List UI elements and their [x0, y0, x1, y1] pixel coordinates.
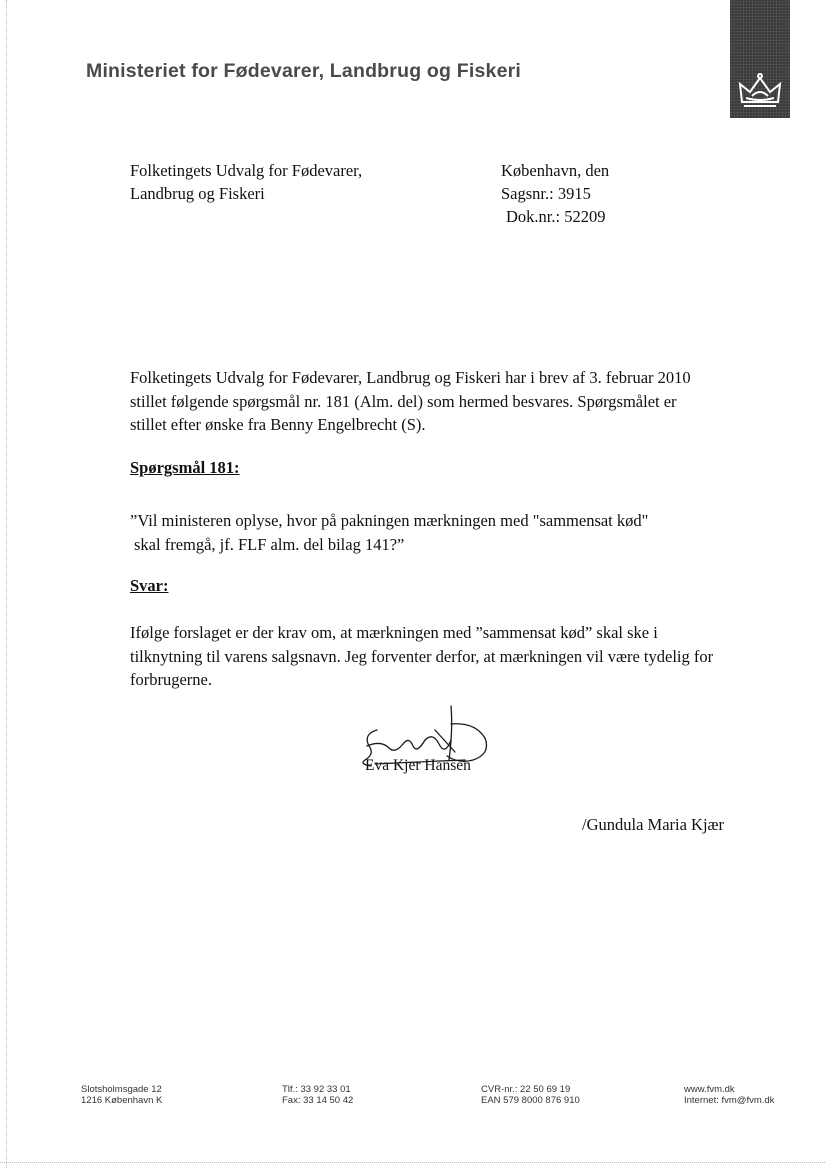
- recipient-address: [130, 159, 362, 205]
- answer-heading: Svar:: [130, 576, 169, 595]
- footer-email: Internet: fvm@fvm.dk: [684, 1095, 775, 1106]
- question-line: skal fremgå, jf. FLF alm. del bilag 141?”: [134, 535, 405, 554]
- ministry-header: Ministeriet for Fødevarer, Landbrug og Fiskeri: [86, 60, 522, 82]
- intro-line: stillet efter ønske fra Benny Engelbrecht (S).: [130, 415, 426, 434]
- document-number: Dok.nr.: 52209: [506, 207, 606, 226]
- question-text: [130, 509, 648, 557]
- intro-paragraph: [130, 366, 720, 437]
- reference-block: [501, 159, 609, 228]
- footer-ean: EAN 579 8000 876 910: [481, 1095, 580, 1106]
- footer-street: Slotsholmsgade 12: [81, 1084, 162, 1095]
- recipient-line: Folketingets Udvalg for Fødevarer,: [130, 161, 363, 180]
- answer-line: tilknytning til varens salgsnavn. Jeg forventer derfor, at mærkningen vil være tydelig for: [130, 646, 714, 666]
- intro-line: stillet følgende spørgsmål nr. 181 (Alm. del) som hermed besvares. Spørgsmålet er: [130, 391, 677, 411]
- intro-line: Folketingets Udvalg for Fødevarer, Landbrug og Fiskeri har i brev af 3. februar 2010: [130, 368, 691, 387]
- answer-line: forbrugerne.: [130, 670, 213, 689]
- question-heading: Spørgsmål 181:: [130, 458, 240, 477]
- case-number: Sagsnr.: 3915: [501, 184, 591, 203]
- signatory-name: Eva Kjer Hansen: [365, 757, 471, 774]
- question-line: ”Vil ministeren oplyse, hvor på pakningen mærkningen med "sammensat kød": [130, 511, 649, 530]
- answer-text: [130, 621, 713, 692]
- co-signer-name: /Gundula Maria Kjær: [582, 815, 725, 834]
- footer-phone: Tlf.: 33 92 33 01: [282, 1084, 351, 1095]
- handwritten-signature: [355, 700, 505, 790]
- footer-web: [684, 1084, 774, 1106]
- ministry-logo: [730, 0, 790, 118]
- footer-fax: Fax: 33 14 50 42: [282, 1095, 354, 1106]
- footer-registration: [481, 1084, 580, 1106]
- crown-icon: [736, 72, 784, 112]
- footer-website: www.fvm.dk: [684, 1084, 735, 1095]
- page-bottom-edge: [0, 1162, 825, 1163]
- page-edge: [6, 0, 7, 1168]
- place-date: København, den: [501, 161, 610, 180]
- footer-address: [81, 1084, 162, 1106]
- footer-cvr: CVR-nr.: 22 50 69 19: [481, 1084, 571, 1095]
- footer-phone-fax: [282, 1084, 353, 1106]
- answer-line: Ifølge forslaget er der krav om, at mærkningen med ”sammensat kød” skal ske i: [130, 623, 658, 642]
- footer-city: 1216 København K: [81, 1095, 163, 1106]
- recipient-line: Landbrug og Fiskeri: [130, 184, 265, 203]
